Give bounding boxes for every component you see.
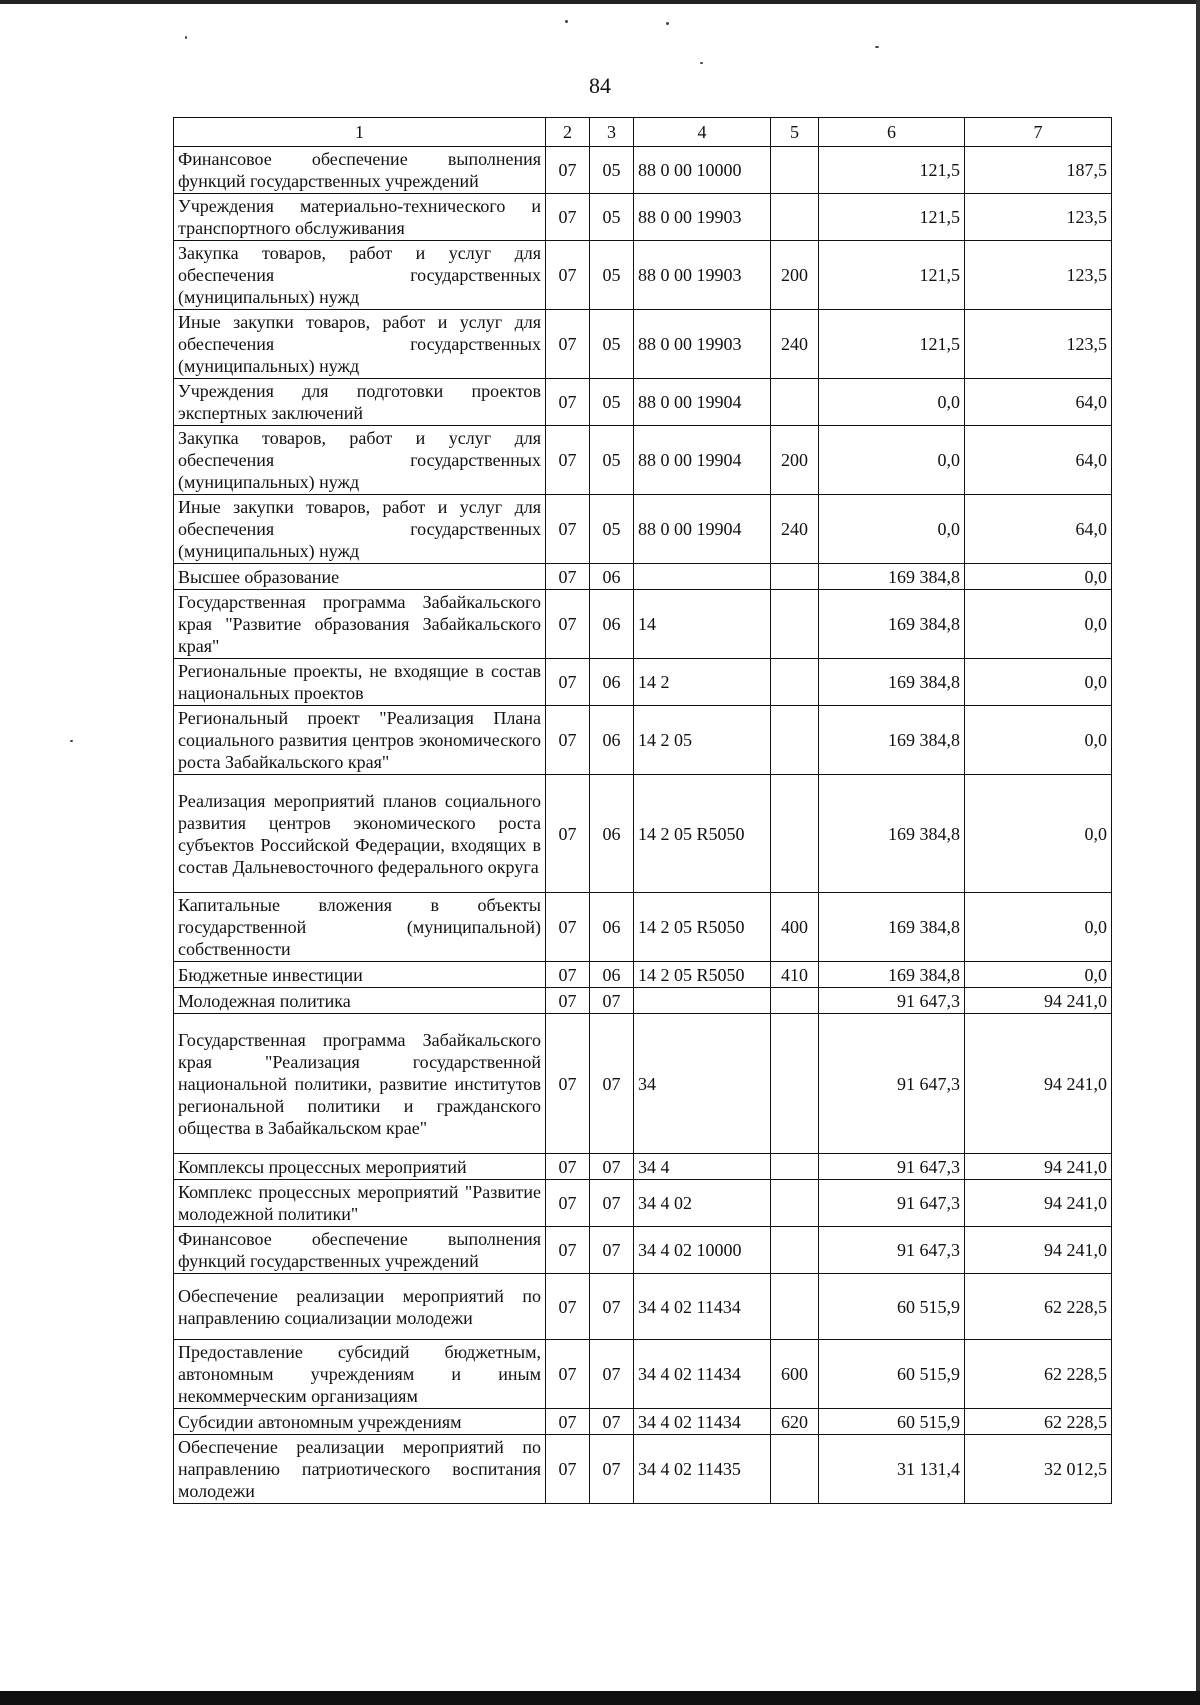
table-row bbox=[174, 1180, 1112, 1227]
scan-speck bbox=[565, 20, 568, 23]
subsection-cell: 07 bbox=[590, 1274, 634, 1340]
table-row bbox=[174, 590, 1112, 659]
section-cell: 07 bbox=[546, 1227, 590, 1274]
table-row bbox=[174, 706, 1112, 775]
section-cell: 07 bbox=[546, 1274, 590, 1340]
scan-edge-right bbox=[1196, 0, 1200, 1705]
section-cell: 07 bbox=[546, 147, 590, 194]
amount-year1-cell: 91 647,3 bbox=[819, 1227, 965, 1274]
table-row bbox=[174, 379, 1112, 426]
amount-year1-cell: 169 384,8 bbox=[819, 590, 965, 659]
expense-type-cell bbox=[771, 147, 819, 194]
expense-type-cell bbox=[771, 379, 819, 426]
table-row bbox=[174, 1274, 1112, 1340]
scan-edge-bottom bbox=[0, 1691, 1200, 1705]
row-name-cell: Комплексы процессных мероприятий bbox=[174, 1154, 546, 1180]
subsection-cell: 05 bbox=[590, 194, 634, 241]
table-row bbox=[174, 962, 1112, 988]
amount-year1-cell: 60 515,9 bbox=[819, 1409, 965, 1435]
amount-year1-cell: 169 384,8 bbox=[819, 962, 965, 988]
table-row bbox=[174, 194, 1112, 241]
section-cell: 07 bbox=[546, 659, 590, 706]
expense-type-cell bbox=[771, 194, 819, 241]
subsection-cell: 07 bbox=[590, 1154, 634, 1180]
table-row bbox=[174, 426, 1112, 495]
section-cell: 07 bbox=[546, 775, 590, 893]
amount-year2-cell: 94 241,0 bbox=[965, 1180, 1112, 1227]
row-name-cell: Иные закупки товаров, работ и услуг для обеспечения государственных (муниципальных) нужд bbox=[174, 495, 546, 564]
target-article-cell: 14 2 05 bbox=[634, 706, 771, 775]
subsection-cell: 05 bbox=[590, 310, 634, 379]
target-article-cell: 34 4 02 bbox=[634, 1180, 771, 1227]
expense-type-cell bbox=[771, 1227, 819, 1274]
target-article-cell: 34 bbox=[634, 1014, 771, 1154]
row-name-cell: Обеспечение реализации мероприятий по направлению патриотического воспитания молодежи bbox=[174, 1435, 546, 1504]
target-article-cell: 34 4 02 11435 bbox=[634, 1435, 771, 1504]
target-article-cell bbox=[634, 564, 771, 590]
section-cell: 07 bbox=[546, 564, 590, 590]
amount-year2-cell: 0,0 bbox=[965, 775, 1112, 893]
subsection-cell: 06 bbox=[590, 564, 634, 590]
section-cell: 07 bbox=[546, 893, 590, 962]
expense-type-cell: 400 bbox=[771, 893, 819, 962]
table-row bbox=[174, 1409, 1112, 1435]
table-row bbox=[174, 659, 1112, 706]
amount-year2-cell: 94 241,0 bbox=[965, 1154, 1112, 1180]
table-row bbox=[174, 241, 1112, 310]
row-name-cell: Капитальные вложения в объекты государственной (муниципальной) собственности bbox=[174, 893, 546, 962]
amount-year1-cell: 0,0 bbox=[819, 495, 965, 564]
row-name-cell: Финансовое обеспечение выполнения функций государственных учреждений bbox=[174, 1227, 546, 1274]
amount-year1-cell: 169 384,8 bbox=[819, 564, 965, 590]
row-name-cell: Иные закупки товаров, работ и услуг для обеспечения государственных (муниципальных) нужд bbox=[174, 310, 546, 379]
expense-type-cell: 200 bbox=[771, 241, 819, 310]
amount-year1-cell: 60 515,9 bbox=[819, 1274, 965, 1340]
row-name-cell: Высшее образование bbox=[174, 564, 546, 590]
section-cell: 07 bbox=[546, 962, 590, 988]
amount-year1-cell: 91 647,3 bbox=[819, 988, 965, 1014]
row-name-cell: Предоставление субсидий бюджетным, автономным учреждениям и иным некоммерческим организациям bbox=[174, 1340, 546, 1409]
target-article-cell bbox=[634, 988, 771, 1014]
row-name-cell: Обеспечение реализации мероприятий по направлению социализации молодежи bbox=[174, 1274, 546, 1340]
section-cell: 07 bbox=[546, 590, 590, 659]
table-row bbox=[174, 564, 1112, 590]
expense-type-cell bbox=[771, 775, 819, 893]
section-cell: 07 bbox=[546, 379, 590, 426]
expense-type-cell bbox=[771, 1014, 819, 1154]
section-cell: 07 bbox=[546, 1154, 590, 1180]
amount-year2-cell: 62 228,5 bbox=[965, 1409, 1112, 1435]
section-cell: 07 bbox=[546, 706, 590, 775]
row-name-cell: Закупка товаров, работ и услуг для обеспечения государственных (муниципальных) нужд bbox=[174, 426, 546, 495]
subsection-cell: 06 bbox=[590, 590, 634, 659]
subsection-cell: 07 bbox=[590, 1409, 634, 1435]
row-name-cell: Финансовое обеспечение выполнения функций государственных учреждений bbox=[174, 147, 546, 194]
column-header: 2 bbox=[546, 118, 590, 147]
target-article-cell: 88 0 00 19903 bbox=[634, 310, 771, 379]
target-article-cell: 88 0 00 10000 bbox=[634, 147, 771, 194]
table-row bbox=[174, 775, 1112, 893]
column-header: 4 bbox=[634, 118, 771, 147]
row-name-cell: Комплекс процессных мероприятий "Развитие молодежной политики" bbox=[174, 1180, 546, 1227]
table-header-row bbox=[174, 118, 1112, 147]
amount-year1-cell: 91 647,3 bbox=[819, 1014, 965, 1154]
amount-year2-cell: 0,0 bbox=[965, 590, 1112, 659]
amount-year2-cell: 0,0 bbox=[965, 962, 1112, 988]
amount-year2-cell: 32 012,5 bbox=[965, 1435, 1112, 1504]
subsection-cell: 07 bbox=[590, 1435, 634, 1504]
amount-year2-cell: 94 241,0 bbox=[965, 988, 1112, 1014]
expense-type-cell: 620 bbox=[771, 1409, 819, 1435]
amount-year1-cell: 0,0 bbox=[819, 379, 965, 426]
section-cell: 07 bbox=[546, 1340, 590, 1409]
section-cell: 07 bbox=[546, 241, 590, 310]
amount-year2-cell: 64,0 bbox=[965, 426, 1112, 495]
section-cell: 07 bbox=[546, 194, 590, 241]
target-article-cell: 14 2 05 R5050 bbox=[634, 962, 771, 988]
amount-year1-cell: 169 384,8 bbox=[819, 775, 965, 893]
section-cell: 07 bbox=[546, 1409, 590, 1435]
amount-year2-cell: 0,0 bbox=[965, 659, 1112, 706]
subsection-cell: 06 bbox=[590, 893, 634, 962]
section-cell: 07 bbox=[546, 1180, 590, 1227]
amount-year1-cell: 31 131,4 bbox=[819, 1435, 965, 1504]
expense-type-cell bbox=[771, 1154, 819, 1180]
expense-type-cell bbox=[771, 706, 819, 775]
row-name-cell: Молодежная политика bbox=[174, 988, 546, 1014]
amount-year1-cell: 121,5 bbox=[819, 241, 965, 310]
target-article-cell: 88 0 00 19904 bbox=[634, 495, 771, 564]
amount-year2-cell: 123,5 bbox=[965, 310, 1112, 379]
table-row bbox=[174, 495, 1112, 564]
section-cell: 07 bbox=[546, 1014, 590, 1154]
section-cell: 07 bbox=[546, 310, 590, 379]
expense-type-cell: 410 bbox=[771, 962, 819, 988]
subsection-cell: 07 bbox=[590, 988, 634, 1014]
subsection-cell: 05 bbox=[590, 426, 634, 495]
subsection-cell: 06 bbox=[590, 775, 634, 893]
scan-speck bbox=[70, 740, 73, 742]
amount-year1-cell: 169 384,8 bbox=[819, 706, 965, 775]
amount-year1-cell: 91 647,3 bbox=[819, 1180, 965, 1227]
amount-year2-cell: 62 228,5 bbox=[965, 1340, 1112, 1409]
amount-year2-cell: 0,0 bbox=[965, 706, 1112, 775]
amount-year2-cell: 64,0 bbox=[965, 495, 1112, 564]
amount-year2-cell: 123,5 bbox=[965, 241, 1112, 310]
target-article-cell: 14 2 05 R5050 bbox=[634, 893, 771, 962]
amount-year1-cell: 91 647,3 bbox=[819, 1154, 965, 1180]
row-name-cell: Государственная программа Забайкальского края "Развитие образования Забайкальского края" bbox=[174, 590, 546, 659]
subsection-cell: 06 bbox=[590, 706, 634, 775]
expense-type-cell bbox=[771, 1274, 819, 1340]
subsection-cell: 05 bbox=[590, 379, 634, 426]
section-cell: 07 bbox=[546, 495, 590, 564]
subsection-cell: 06 bbox=[590, 962, 634, 988]
target-article-cell: 88 0 00 19903 bbox=[634, 241, 771, 310]
target-article-cell: 34 4 02 11434 bbox=[634, 1409, 771, 1435]
row-name-cell: Закупка товаров, работ и услуг для обеспечения государственных (муниципальных) нужд bbox=[174, 241, 546, 310]
row-name-cell: Региональные проекты, не входящие в состав национальных проектов bbox=[174, 659, 546, 706]
expense-type-cell bbox=[771, 1180, 819, 1227]
target-article-cell: 14 2 bbox=[634, 659, 771, 706]
column-header: 7 bbox=[965, 118, 1112, 147]
column-header: 1 bbox=[174, 118, 546, 147]
expense-type-cell: 200 bbox=[771, 426, 819, 495]
subsection-cell: 05 bbox=[590, 241, 634, 310]
table-row bbox=[174, 1435, 1112, 1504]
subsection-cell: 07 bbox=[590, 1227, 634, 1274]
subsection-cell: 05 bbox=[590, 147, 634, 194]
target-article-cell: 34 4 bbox=[634, 1154, 771, 1180]
table-row bbox=[174, 147, 1112, 194]
table-row bbox=[174, 310, 1112, 379]
row-name-cell: Бюджетные инвестиции bbox=[174, 962, 546, 988]
page-number: 84 bbox=[589, 73, 611, 98]
scan-speck bbox=[185, 36, 187, 39]
table-row bbox=[174, 1340, 1112, 1409]
subsection-cell: 07 bbox=[590, 1014, 634, 1154]
subsection-cell: 07 bbox=[590, 1180, 634, 1227]
target-article-cell: 34 4 02 11434 bbox=[634, 1340, 771, 1409]
row-name-cell: Региональный проект "Реализация Плана социального развития центров экономического роста Забайкальского края" bbox=[174, 706, 546, 775]
table-row bbox=[174, 1154, 1112, 1180]
target-article-cell: 88 0 00 19904 bbox=[634, 426, 771, 495]
column-header: 3 bbox=[590, 118, 634, 147]
section-cell: 07 bbox=[546, 1435, 590, 1504]
section-cell: 07 bbox=[546, 426, 590, 495]
amount-year2-cell: 94 241,0 bbox=[965, 1227, 1112, 1274]
row-name-cell: Государственная программа Забайкальского края "Реализация государственной национальной политики, развитие институтов региональной политики и гражданского общества в Забайкальском крае" bbox=[174, 1014, 546, 1154]
target-article-cell: 34 4 02 10000 bbox=[634, 1227, 771, 1274]
amount-year1-cell: 60 515,9 bbox=[819, 1340, 965, 1409]
table-row bbox=[174, 988, 1112, 1014]
table-row bbox=[174, 1014, 1112, 1154]
row-name-cell: Реализация мероприятий планов социального развития центров экономического роста субъектов Российской Федерации, входящих в состав Дальневосточного федерального округа bbox=[174, 775, 546, 893]
amount-year2-cell: 0,0 bbox=[965, 893, 1112, 962]
column-header: 5 bbox=[771, 118, 819, 147]
section-cell: 07 bbox=[546, 988, 590, 1014]
amount-year1-cell: 121,5 bbox=[819, 194, 965, 241]
row-name-cell: Субсидии автономным учреждениям bbox=[174, 1409, 546, 1435]
amount-year2-cell: 64,0 bbox=[965, 379, 1112, 426]
subsection-cell: 06 bbox=[590, 659, 634, 706]
expense-type-cell bbox=[771, 564, 819, 590]
scan-edge-top bbox=[0, 0, 1200, 4]
scan-speck bbox=[875, 46, 879, 48]
amount-year1-cell: 121,5 bbox=[819, 147, 965, 194]
target-article-cell: 14 bbox=[634, 590, 771, 659]
amount-year1-cell: 169 384,8 bbox=[819, 659, 965, 706]
amount-year2-cell: 62 228,5 bbox=[965, 1274, 1112, 1340]
scan-speck bbox=[666, 22, 669, 25]
amount-year2-cell: 123,5 bbox=[965, 194, 1112, 241]
target-article-cell: 14 2 05 R5050 bbox=[634, 775, 771, 893]
subsection-cell: 05 bbox=[590, 495, 634, 564]
expense-type-cell bbox=[771, 1435, 819, 1504]
amount-year2-cell: 94 241,0 bbox=[965, 1014, 1112, 1154]
subsection-cell: 07 bbox=[590, 1340, 634, 1409]
expense-type-cell bbox=[771, 988, 819, 1014]
amount-year2-cell: 0,0 bbox=[965, 564, 1112, 590]
row-name-cell: Учреждения для подготовки проектов экспертных заключений bbox=[174, 379, 546, 426]
table-row bbox=[174, 1227, 1112, 1274]
table-row bbox=[174, 893, 1112, 962]
target-article-cell: 88 0 00 19904 bbox=[634, 379, 771, 426]
expense-type-cell bbox=[771, 590, 819, 659]
amount-year1-cell: 121,5 bbox=[819, 310, 965, 379]
expense-type-cell: 240 bbox=[771, 310, 819, 379]
amount-year1-cell: 0,0 bbox=[819, 426, 965, 495]
expense-type-cell: 600 bbox=[771, 1340, 819, 1409]
scan-speck bbox=[700, 62, 703, 64]
target-article-cell: 88 0 00 19903 bbox=[634, 194, 771, 241]
amount-year2-cell: 187,5 bbox=[965, 147, 1112, 194]
column-header: 6 bbox=[819, 118, 965, 147]
amount-year1-cell: 169 384,8 bbox=[819, 893, 965, 962]
row-name-cell: Учреждения материально-технического и транспортного обслуживания bbox=[174, 194, 546, 241]
target-article-cell: 34 4 02 11434 bbox=[634, 1274, 771, 1340]
budget-table bbox=[173, 117, 1112, 1504]
expense-type-cell bbox=[771, 659, 819, 706]
expense-type-cell: 240 bbox=[771, 495, 819, 564]
